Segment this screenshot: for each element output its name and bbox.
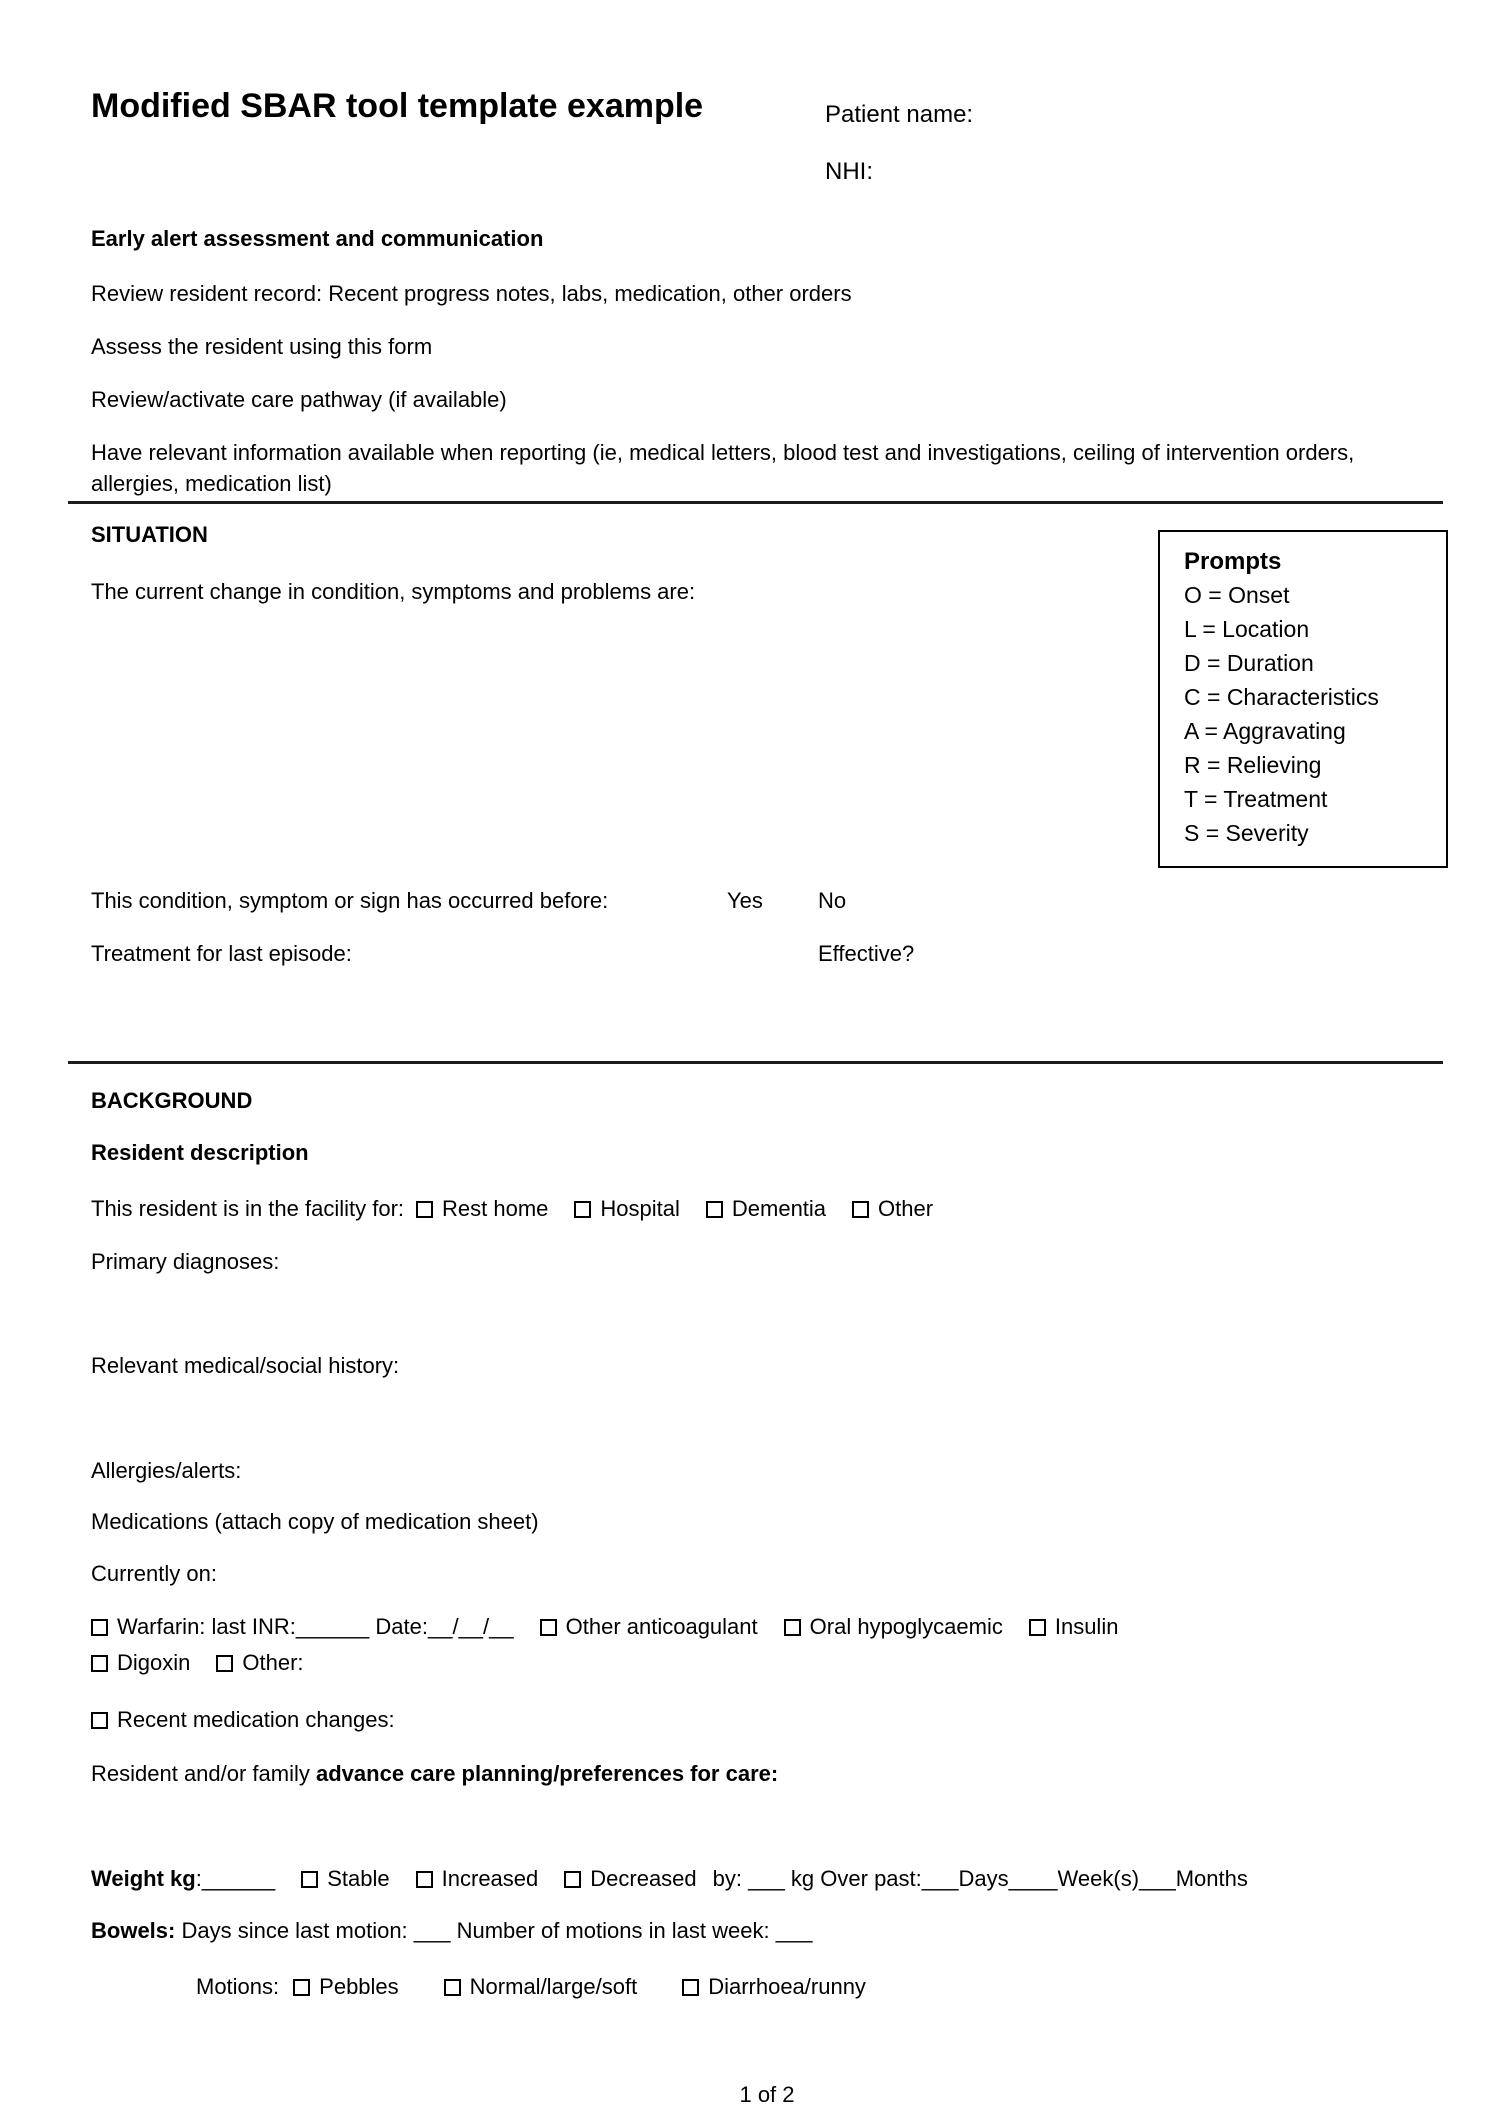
prompts-box-item: L = Location bbox=[1184, 616, 1310, 642]
allergies-alerts-label: Allergies/alerts: bbox=[91, 1458, 242, 1483]
facility-option-hospital bbox=[574, 1196, 679, 1221]
resident-description-heading: Resident description bbox=[91, 1140, 309, 1165]
section-divider bbox=[68, 501, 1443, 504]
weight-blank: :______ bbox=[195, 1866, 276, 1891]
checkbox-icon[interactable] bbox=[416, 1201, 433, 1218]
prompts-box-item: T = Treatment bbox=[1184, 786, 1328, 812]
checkbox-icon[interactable] bbox=[91, 1655, 108, 1672]
checkbox-icon[interactable] bbox=[564, 1871, 581, 1888]
prompts-box-item: R = Relieving bbox=[1184, 752, 1322, 778]
advance-care-label: advance care planning/preferences for care: bbox=[316, 1761, 779, 1786]
early-alert-heading: Early alert assessment and communication bbox=[91, 226, 544, 251]
intro-item: Assess the resident using this form bbox=[91, 334, 433, 359]
facility-option-rest-home bbox=[416, 1196, 548, 1221]
option-label: Oral hypoglycaemic bbox=[809, 1614, 1003, 1639]
checkbox-icon[interactable] bbox=[91, 1619, 108, 1636]
oral-hypoglycaemic-option bbox=[784, 1614, 1003, 1639]
recent-medication-changes-row bbox=[91, 1704, 1443, 1735]
option-label: Pebbles bbox=[319, 1974, 399, 1999]
medication-checkbox-row-1 bbox=[91, 1611, 1443, 1642]
advance-care-row bbox=[91, 1758, 1443, 1789]
motions-diarrhoea-option bbox=[682, 1974, 866, 1999]
warfarin-option bbox=[91, 1614, 514, 1639]
other-anticoagulant-option bbox=[540, 1614, 758, 1639]
page-title: Modified SBAR tool template example bbox=[91, 87, 704, 125]
option-label: Normal/large/soft bbox=[469, 1974, 638, 1999]
prompts-box-item: O = Onset bbox=[1184, 582, 1290, 608]
weight-decreased-option bbox=[564, 1866, 696, 1891]
no-option[interactable]: No bbox=[818, 888, 847, 913]
bowels-label: Bowels: bbox=[91, 1918, 176, 1943]
situation-section bbox=[91, 522, 1443, 969]
option-label: Diarrhoea/runny bbox=[708, 1974, 866, 1999]
checkbox-icon[interactable] bbox=[216, 1655, 233, 1672]
prompts-box-title: Prompts bbox=[1184, 548, 1282, 575]
option-label: Rest home bbox=[442, 1196, 549, 1221]
recent-medication-changes-label: Recent medication changes: bbox=[117, 1707, 395, 1732]
weight-row bbox=[91, 1863, 1443, 1894]
motions-label: Motions: bbox=[196, 1974, 280, 1999]
motions-pebbles-option bbox=[293, 1974, 399, 1999]
occurred-before-row bbox=[91, 885, 1443, 916]
checkbox-icon[interactable] bbox=[91, 1712, 108, 1729]
advance-care-prefix: Resident and/or family bbox=[91, 1761, 316, 1786]
facility-option-other bbox=[852, 1196, 933, 1221]
checkbox-icon[interactable] bbox=[444, 1979, 461, 1996]
option-label: Hospital bbox=[600, 1196, 680, 1221]
treatment-last-episode-label: Treatment for last episode: bbox=[91, 941, 352, 966]
weight-increased-option bbox=[416, 1866, 539, 1891]
motions-normal-option bbox=[444, 1974, 638, 1999]
medications-label: Medications (attach copy of medication sheet) bbox=[91, 1509, 539, 1534]
other-medication-option bbox=[216, 1650, 303, 1675]
checkbox-icon[interactable] bbox=[784, 1619, 801, 1636]
treatment-last-episode-row bbox=[91, 938, 1443, 969]
intro-item: Have relevant information available when reporting (ie, medical letters, blood test and investigations, ceiling of intervention orders, allergies, medication list) bbox=[91, 440, 1355, 496]
early-alert-section bbox=[91, 226, 1443, 499]
bowels-text: Days since last motion: ___ Number of motions in last week: ___ bbox=[175, 1918, 813, 1943]
facility-label: This resident is in the facility for: bbox=[91, 1196, 405, 1221]
insulin-option bbox=[1029, 1614, 1119, 1639]
nhi-label: NHI: bbox=[825, 158, 873, 185]
option-label: Digoxin bbox=[117, 1650, 191, 1675]
header bbox=[91, 88, 1443, 190]
weight-suffix: by: ___ kg Over past:___Days____Week(s)___Months bbox=[712, 1866, 1248, 1891]
checkbox-icon[interactable] bbox=[682, 1979, 699, 1996]
option-label: Increased bbox=[441, 1866, 539, 1891]
option-label: Dementia bbox=[731, 1196, 827, 1221]
intro-item: Review resident record: Recent progress notes, labs, medication, other orders bbox=[91, 281, 852, 306]
medical-social-history-label: Relevant medical/social history: bbox=[91, 1353, 400, 1378]
option-label: Insulin bbox=[1054, 1614, 1119, 1639]
checkbox-icon[interactable] bbox=[706, 1201, 723, 1218]
prompts-box-item: S = Severity bbox=[1184, 820, 1309, 846]
motions-row bbox=[196, 1971, 1443, 2002]
weight-label: Weight kg bbox=[91, 1866, 196, 1891]
medication-checkbox-row-2 bbox=[91, 1647, 1443, 1678]
intro-item: Review/activate care pathway (if available) bbox=[91, 387, 507, 412]
option-label: Decreased bbox=[590, 1866, 697, 1891]
option-label: Other anticoagulant bbox=[565, 1614, 758, 1639]
checkbox-icon[interactable] bbox=[574, 1201, 591, 1218]
primary-diagnoses-label: Primary diagnoses: bbox=[91, 1249, 280, 1274]
background-heading: BACKGROUND bbox=[91, 1088, 253, 1113]
weight-stable-option bbox=[301, 1866, 389, 1891]
option-label: Stable bbox=[327, 1866, 390, 1891]
situation-prompt-label: The current change in condition, symptoms and problems are: bbox=[91, 579, 696, 604]
prompts-box-item: A = Aggravating bbox=[1184, 718, 1346, 744]
prompts-box-item: C = Characteristics bbox=[1184, 684, 1379, 710]
section-divider bbox=[68, 1061, 1443, 1064]
checkbox-icon[interactable] bbox=[416, 1871, 433, 1888]
checkbox-icon[interactable] bbox=[1029, 1619, 1046, 1636]
facility-row bbox=[91, 1193, 1443, 1224]
option-label: Other bbox=[878, 1196, 934, 1221]
patient-name-label: Patient name: bbox=[825, 101, 974, 128]
checkbox-icon[interactable] bbox=[540, 1619, 557, 1636]
prompts-box-item: D = Duration bbox=[1184, 650, 1314, 676]
option-label: Warfarin: last INR:______ Date:__/__/__ bbox=[117, 1614, 514, 1639]
prompts-box bbox=[1158, 530, 1448, 868]
yes-option[interactable]: Yes bbox=[727, 888, 763, 913]
situation-heading: SITUATION bbox=[91, 522, 208, 547]
bowels-row bbox=[91, 1915, 1443, 1946]
currently-on-label: Currently on: bbox=[91, 1561, 217, 1586]
background-section bbox=[91, 1088, 1443, 2002]
checkbox-icon[interactable] bbox=[293, 1979, 310, 1996]
checkbox-icon[interactable] bbox=[852, 1201, 869, 1218]
digoxin-option bbox=[91, 1650, 190, 1675]
facility-option-dementia bbox=[706, 1196, 826, 1221]
patient-id-block bbox=[825, 100, 973, 186]
occurred-before-label: This condition, symptom or sign has occurred before: bbox=[91, 888, 609, 913]
effective-label: Effective? bbox=[818, 941, 915, 966]
checkbox-icon[interactable] bbox=[301, 1871, 318, 1888]
option-label: Other: bbox=[242, 1650, 304, 1675]
page-number: 1 of 2 bbox=[739, 2082, 795, 2107]
